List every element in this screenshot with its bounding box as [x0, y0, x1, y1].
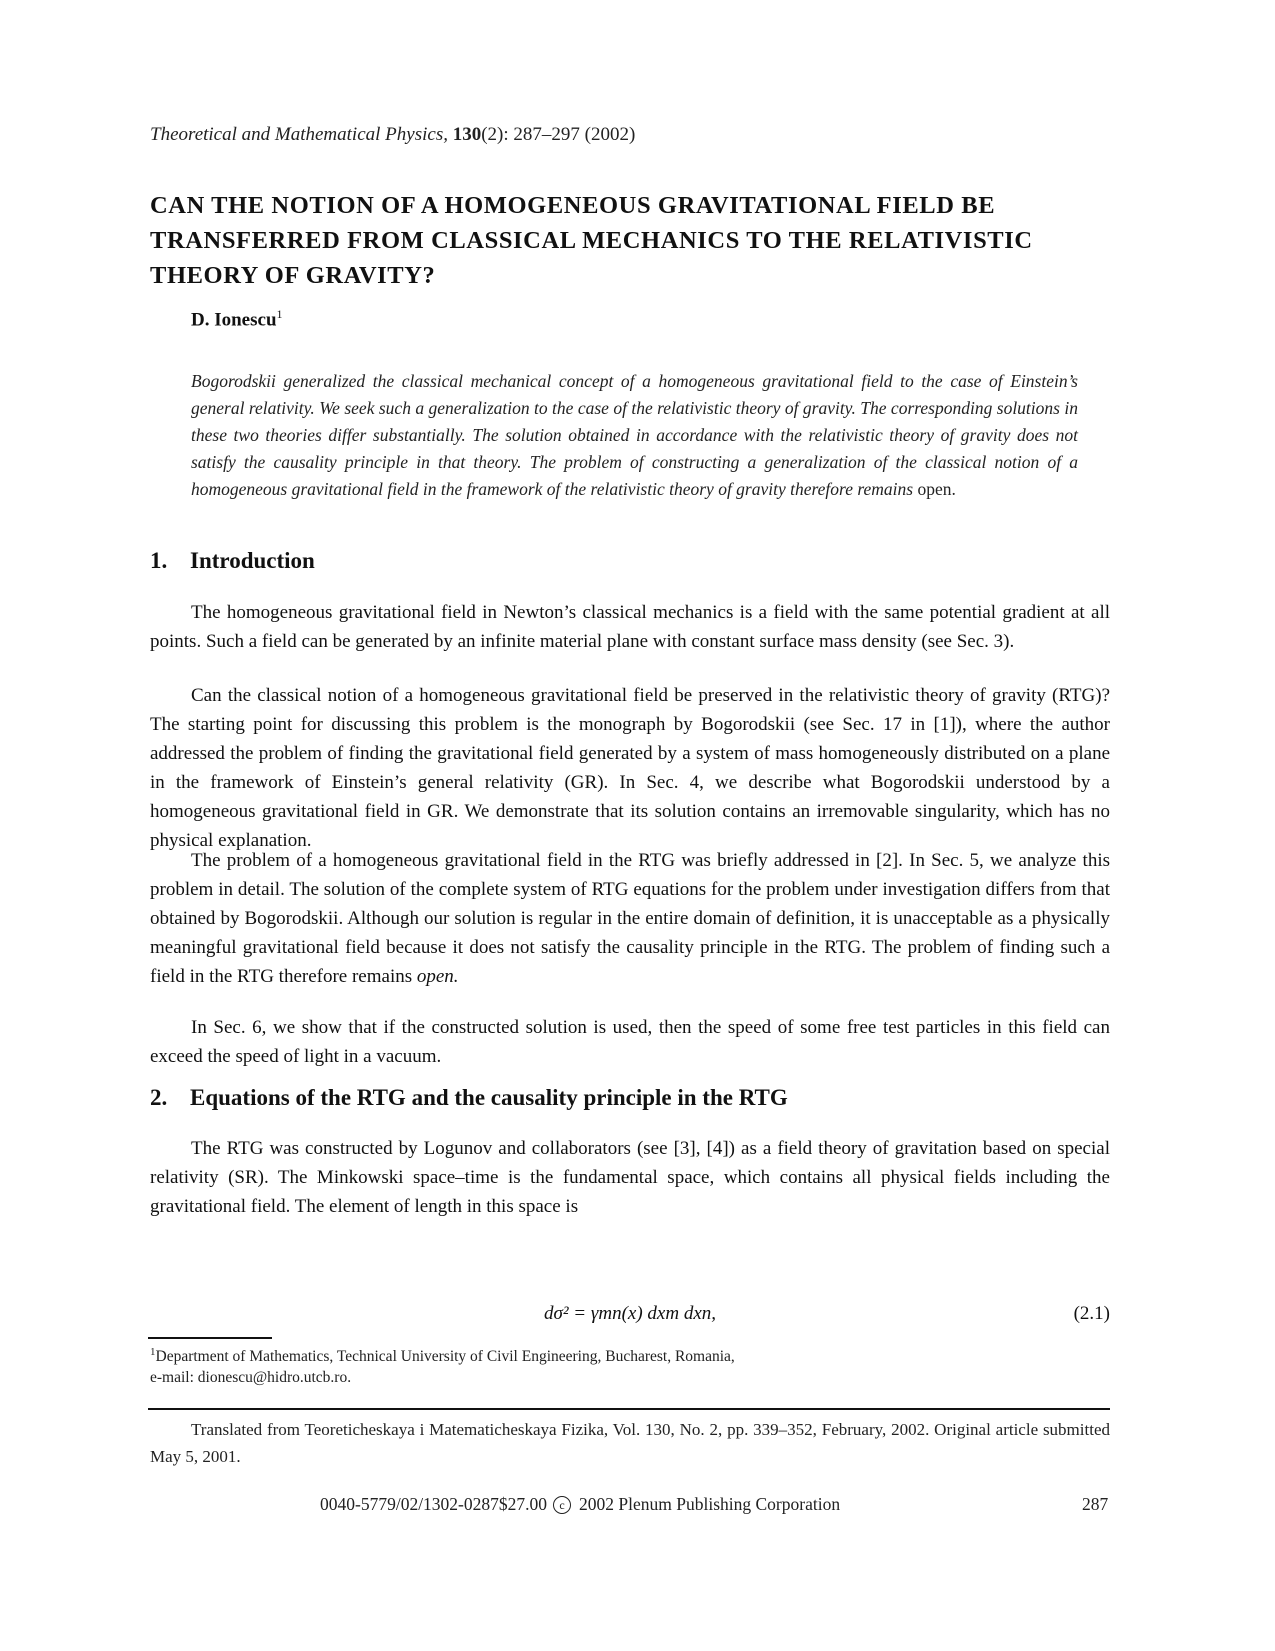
- copyright-text: 2002 Plenum Publishing Corporation: [579, 1494, 841, 1514]
- author-footnote-mark: 1: [276, 307, 283, 321]
- footnote-mark: 1: [150, 1346, 156, 1358]
- issn-code: 0040-5779/02/1302-0287$27.00: [320, 1494, 548, 1514]
- footnote-rule: [148, 1337, 272, 1339]
- author: [191, 307, 283, 331]
- equation-expression: dσ² = γmn(x) dxm dxn,: [543, 1303, 717, 1324]
- journal-name: Theoretical and Mathematical Physics,: [150, 124, 448, 145]
- paragraph: In Sec. 6, we show that if the constructed solution is used, then the speed of some free test particles in this field can exceed the speed of light in a vacuum.: [150, 1017, 1110, 1067]
- footnote-affiliation: Department of Mathematics, Technical University of Civil Engineering, Bucharest, Romania,: [155, 1348, 735, 1366]
- abstract-text: Bogorodskii generalized the classical mechanical concept of a homogeneous gravitational field to the case of Einstein’s general relativity. We seek such a generalization to the case of the relativistic theory of gravity. The corresponding solutions in these two theories differ substantially. The solution obtained in accordance with the relativistic theory of gravity does not satisfy the causality principle in that theory. The problem of constructing a generalization of the classical notion of a homogeneous gravitational field in the framework of the relativistic theory of gravity therefore remains: [191, 371, 1078, 499]
- section-number: 2.: [150, 1085, 168, 1110]
- footnote: [150, 1342, 1110, 1388]
- journal-issue-pages: (2): 287–297 (2002): [481, 124, 636, 145]
- footnote-email: e-mail: dionescu@hidro.utcb.ro.: [150, 1369, 352, 1387]
- translation-note: Translated from Teoreticheskaya i Matematicheskaya Fizika, Vol. 130, No. 2, pp. 339–352, February, 2002. Original article submitted May 5, 2001.: [150, 1420, 1110, 1466]
- paragraph: Can the classical notion of a homogeneous gravitational field be preserved in the relativistic theory of gravity (RTG)? The starting point for discussing this problem is the monograph by Bogorodskii (see Sec. 17 in [1]), where the author addressed the problem of finding the gravitational field generated by a system of mass homogeneously distributed on a plane in the framework of Einstein’s general relativity (GR). In Sec. 4, we describe what Bogorodskii understood by a homogeneous gravitational field in GR. We demonstrate that its solution contains an irremovable singularity, which has no physical explanation.: [150, 685, 1110, 851]
- paragraph-text: The problem of a homogeneous gravitational field in the RTG was briefly addressed in [2]. In Sec. 5, we analyze this problem in detail. The solution of the complete system of RTG equations for the problem under investigation differs from that obtained by Bogorodskii. Although our solution is regular in the entire domain of definition, it is unacceptable as a physically meaningful gravitational field because it does not satisfy the causality principle in the RTG. The problem of finding such a field in the RTG therefore remains: [150, 850, 1110, 987]
- abstract-tail: open.: [917, 479, 956, 499]
- section-heading: [150, 548, 315, 574]
- equation: [150, 1303, 1110, 1333]
- section-title: Introduction: [190, 548, 315, 573]
- paragraph: The homogeneous gravitational field in Newton’s classical mechanics is a field with the same potential gradient at all points. Such a field can be generated by an infinite material plane with constant surface mass density (see Sec. 3).: [150, 602, 1110, 652]
- paper-title: CAN THE NOTION OF A HOMOGENEOUS GRAVITATIONAL FIELD BE TRANSFERRED FROM CLASSICAL MECHANICS TO THE RELATIVISTIC THEORY OF GRAVITY?: [150, 192, 1033, 289]
- section-title: Equations of the RTG and the causality principle in the RTG: [190, 1085, 788, 1110]
- abstract: [191, 368, 1078, 503]
- paragraph: [150, 846, 1110, 991]
- section-number: 1.: [150, 548, 168, 573]
- translation-rule: [148, 1408, 1110, 1410]
- equation-number: (2.1): [1073, 1303, 1110, 1324]
- copyright-icon: c: [553, 1496, 571, 1514]
- section-heading: [150, 1085, 788, 1111]
- copyright-line: [320, 1494, 840, 1515]
- author-name: D. Ionescu: [191, 309, 277, 331]
- journal-volume: 130: [452, 124, 482, 145]
- page-number: 287: [1082, 1494, 1109, 1514]
- journal-citation: [150, 124, 635, 146]
- paragraph: The RTG was constructed by Logunov and collaborators (see [3], [4]) as a field theory of gravitation based on special relativity (SR). The Minkowski space–time is the fundamental space, which contains all physical fields including the gravitational field. The element of length in this space is: [150, 1138, 1110, 1217]
- italic-word: open.: [416, 966, 459, 987]
